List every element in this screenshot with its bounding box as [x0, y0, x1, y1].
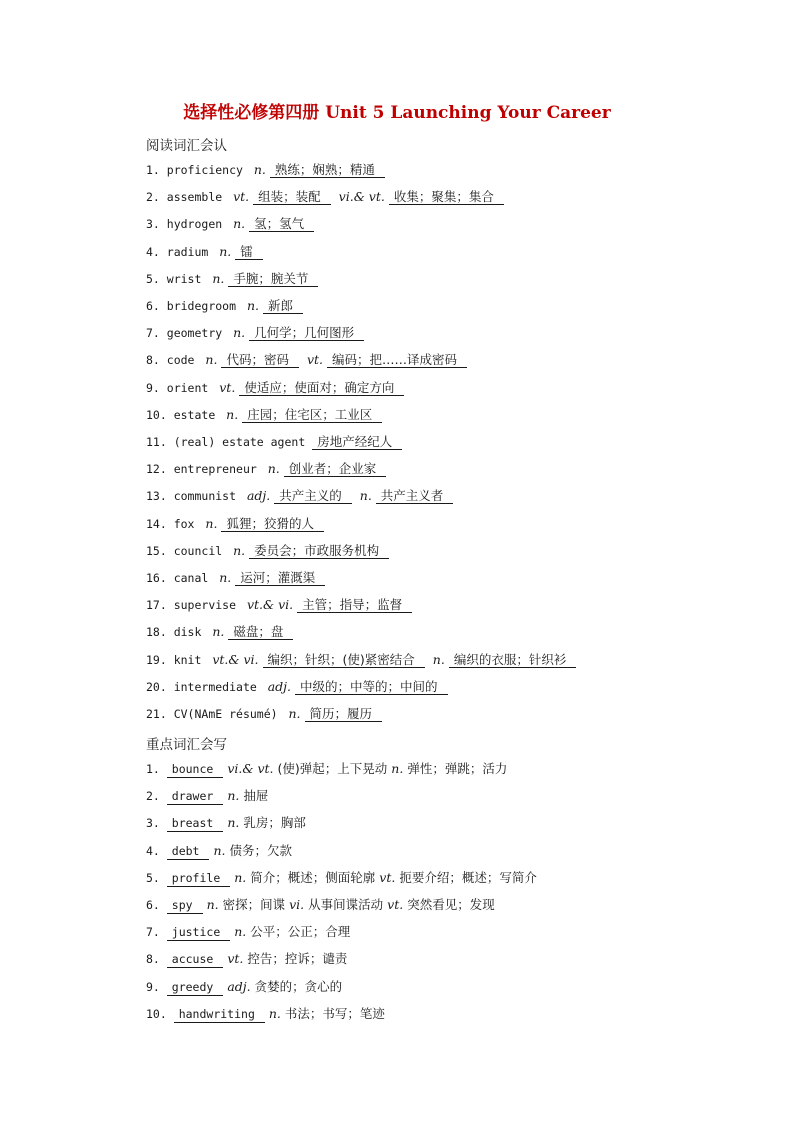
- vocab-word: assemble: [166, 190, 230, 205]
- item-number: 5.: [146, 271, 167, 286]
- answer-blank: 编织；针织；(使)紧密结合: [263, 652, 425, 668]
- list-item: [146, 434, 402, 450]
- vocab-word: orient: [166, 380, 216, 395]
- answer-blank: 共产主义的: [274, 488, 352, 504]
- part-of-speech: n.: [234, 869, 247, 885]
- list-item: [146, 761, 507, 778]
- answer-blank: greedy: [167, 980, 224, 996]
- part-of-speech: vt.: [219, 379, 236, 395]
- part-of-speech: n.: [267, 461, 280, 477]
- answer-blank: 组装；装配: [253, 189, 331, 205]
- list-item: [146, 244, 263, 260]
- answer-blank: 几何学；几何图形: [249, 325, 364, 341]
- item-number: 3.: [146, 217, 167, 232]
- part-of-speech: n.: [359, 488, 372, 504]
- section-heading-reading: 阅读词汇会认: [146, 138, 227, 154]
- answer-blank: drawer: [167, 789, 224, 805]
- list-item: [146, 897, 495, 914]
- item-number: 11.: [146, 435, 174, 449]
- item-number: 12.: [146, 462, 174, 477]
- item-number: 2.: [146, 190, 167, 205]
- vocab-word: entrepreneur: [173, 462, 264, 477]
- answer-blank: 中级的；中等的；中间的: [295, 679, 448, 695]
- part-of-speech: n.: [391, 761, 404, 776]
- item-number: 2.: [146, 789, 167, 804]
- list-item: [146, 216, 314, 232]
- part-of-speech: adj.: [267, 678, 292, 694]
- list-item: [146, 706, 382, 722]
- answer-blank: debt: [167, 844, 210, 860]
- vocab-word: CV(NAmE résumé): [173, 707, 285, 721]
- vocab-word: supervise: [173, 598, 243, 613]
- vocab-word: geometry: [166, 326, 230, 341]
- list-item: [146, 380, 404, 396]
- vocab-word: hydrogen: [166, 217, 230, 232]
- item-number: 10.: [146, 1006, 174, 1021]
- answer-blank: 庄园；住宅区；工业区: [242, 407, 382, 423]
- answer-blank: 收集；聚集；集合: [389, 189, 504, 205]
- list-item: [146, 951, 347, 968]
- answer-blank: 房地产经纪人: [312, 434, 402, 450]
- part-of-speech: n.: [205, 515, 218, 531]
- list-item: [146, 271, 318, 287]
- answer-blank: 编码；把……译成密码: [327, 352, 467, 368]
- item-number: 13.: [146, 489, 174, 504]
- answer-blank: 运河；灌溉渠: [235, 570, 325, 586]
- item-number: 6.: [146, 898, 167, 912]
- definition-text: 密探；间谍: [222, 897, 286, 912]
- item-number: 17.: [146, 598, 174, 613]
- list-item: [146, 461, 386, 477]
- definition-text: 突然看见；发现: [407, 897, 495, 912]
- answer-blank: 委员会；市政服务机构: [249, 543, 389, 559]
- definition-text: (使)弹起；上下晃动: [277, 761, 388, 776]
- vocab-word: communist: [173, 489, 243, 504]
- definition-text: 抽屉: [243, 788, 269, 804]
- part-of-speech: n.: [219, 570, 232, 585]
- item-number: 4.: [146, 843, 167, 858]
- answer-blank: justice: [167, 925, 230, 941]
- vocab-word: disk: [173, 625, 209, 640]
- item-number: 19.: [146, 652, 174, 667]
- part-of-speech: vi.& vt.: [338, 189, 385, 205]
- answer-blank: bounce: [167, 762, 224, 778]
- list-item: [146, 870, 537, 887]
- definition-text: 贪婪的；贪心的: [254, 978, 343, 994]
- answer-blank: 编织的衣服；针织衫: [449, 652, 577, 668]
- item-number: 9.: [146, 979, 167, 994]
- item-number: 3.: [146, 816, 167, 831]
- answer-blank: breast: [167, 816, 224, 832]
- section-heading-writing: 重点词汇会写: [146, 737, 227, 753]
- definition-text: 扼要介绍；概述；写简介: [399, 869, 537, 885]
- vocab-word: estate: [173, 407, 223, 422]
- list-item: [146, 979, 342, 996]
- vocab-word: bridegroom: [166, 299, 243, 313]
- item-number: 4.: [146, 244, 167, 259]
- part-of-speech: vt.: [387, 897, 404, 912]
- list-item: [146, 597, 412, 613]
- vocab-word: council: [173, 543, 230, 558]
- answer-blank: profile: [167, 871, 230, 887]
- part-of-speech: n.: [226, 406, 239, 422]
- definition-text: 弹性；弹跳；活力: [407, 761, 508, 776]
- list-item: [146, 924, 350, 941]
- answer-blank: 熟练；娴熟；精通: [270, 162, 385, 178]
- list-item: [146, 162, 385, 178]
- part-of-speech: adj.: [246, 488, 271, 504]
- list-item: [146, 652, 576, 668]
- part-of-speech: n.: [205, 352, 218, 368]
- answer-blank: 氢；氢气: [249, 216, 314, 232]
- item-number: 20.: [146, 679, 174, 694]
- answer-blank: 磁盘；盘: [228, 624, 293, 640]
- answer-blank: spy: [167, 898, 203, 914]
- answer-blank: 主管；指导；监督: [297, 597, 412, 613]
- part-of-speech: n.: [227, 788, 240, 804]
- part-of-speech: vi.: [289, 897, 305, 912]
- answer-blank: 狐狸；狡猾的人: [221, 516, 324, 532]
- definition-text: 债务；欠款: [229, 842, 293, 858]
- answer-blank: 创业者；企业家: [284, 461, 387, 477]
- item-number: 8.: [146, 353, 167, 368]
- answer-blank: handwriting: [174, 1007, 265, 1023]
- part-of-speech: n.: [234, 924, 247, 940]
- vocab-word: radium: [166, 244, 216, 259]
- part-of-speech: n.: [206, 897, 219, 912]
- part-of-speech: vt.: [379, 869, 396, 885]
- part-of-speech: vi.& vt.: [227, 761, 274, 776]
- part-of-speech: n.: [233, 216, 246, 232]
- part-of-speech: n.: [212, 624, 225, 640]
- part-of-speech: n.: [233, 542, 246, 558]
- list-item: [146, 189, 504, 205]
- list-item: [146, 843, 292, 860]
- part-of-speech: n.: [432, 651, 445, 667]
- vocab-word: fox: [173, 516, 202, 531]
- part-of-speech: adj.: [227, 978, 251, 994]
- answer-blank: 代码；密码: [221, 352, 299, 368]
- vocab-word: wrist: [166, 271, 209, 286]
- item-number: 14.: [146, 516, 174, 531]
- answer-blank: 简历；履历: [305, 706, 383, 722]
- item-number: 16.: [146, 571, 174, 585]
- definition-text: 乳房；胸部: [243, 815, 306, 831]
- list-item: [146, 679, 448, 695]
- list-item: [146, 543, 389, 559]
- item-number: 5.: [146, 870, 167, 885]
- item-number: 1.: [146, 762, 167, 776]
- list-item: [146, 516, 324, 532]
- item-number: 8.: [146, 952, 167, 967]
- item-number: 7.: [146, 326, 167, 341]
- answer-blank: accuse: [167, 952, 224, 968]
- part-of-speech: vt.& vi.: [212, 651, 259, 667]
- list-item: [146, 352, 467, 368]
- list-item: [146, 570, 325, 586]
- answer-blank: 共产主义者: [376, 488, 454, 504]
- list-item: [146, 298, 303, 314]
- item-number: 6.: [146, 299, 167, 313]
- definition-text: 控告；控诉；谴责: [247, 951, 348, 967]
- item-number: 18.: [146, 625, 174, 640]
- part-of-speech: n.: [288, 706, 301, 721]
- list-item: [146, 815, 306, 832]
- part-of-speech: n.: [219, 243, 232, 259]
- vocab-word: canal: [173, 571, 216, 585]
- vocab-word: (real) estate agent: [173, 435, 313, 449]
- vocab-word: intermediate: [173, 679, 264, 694]
- vocab-word: knit: [173, 652, 209, 667]
- list-item: [146, 488, 453, 504]
- part-of-speech: n.: [227, 815, 240, 831]
- list-item: [146, 624, 293, 640]
- item-number: 1.: [146, 163, 167, 177]
- item-number: 9.: [146, 380, 167, 395]
- definition-text: 公平；公正；合理: [250, 924, 351, 940]
- part-of-speech: n.: [253, 162, 266, 177]
- part-of-speech: vt.: [227, 951, 244, 967]
- part-of-speech: n.: [246, 298, 259, 313]
- item-number: 7.: [146, 925, 167, 940]
- definition-text: 从事间谍活动: [308, 897, 384, 912]
- answer-blank: 镭: [235, 244, 263, 260]
- part-of-speech: n.: [213, 842, 226, 858]
- list-item: [146, 407, 382, 423]
- part-of-speech: n.: [212, 270, 225, 286]
- answer-blank: 手腕；腕关节: [228, 271, 318, 287]
- vocab-word: proficiency: [166, 163, 250, 177]
- part-of-speech: vt.: [306, 352, 323, 368]
- vocab-word: code: [166, 353, 202, 368]
- answer-blank: 使适应；使面对；确定方向: [239, 380, 404, 396]
- page-title: 选择性必修第四册 Unit 5 Launching Your Career: [183, 103, 611, 123]
- answer-blank: 新郎: [263, 298, 303, 314]
- list-item: [146, 788, 268, 805]
- list-item: [146, 1006, 385, 1023]
- part-of-speech: vt.: [233, 189, 250, 205]
- item-number: 21.: [146, 707, 174, 721]
- item-number: 15.: [146, 543, 174, 558]
- definition-text: 简介；概述；侧面轮廓: [250, 869, 376, 885]
- item-number: 10.: [146, 407, 174, 422]
- part-of-speech: vt.& vi.: [246, 597, 294, 613]
- part-of-speech: n.: [268, 1005, 281, 1021]
- part-of-speech: n.: [233, 325, 246, 341]
- list-item: [146, 325, 364, 341]
- definition-text: 书法；书写；笔迹: [284, 1005, 385, 1021]
